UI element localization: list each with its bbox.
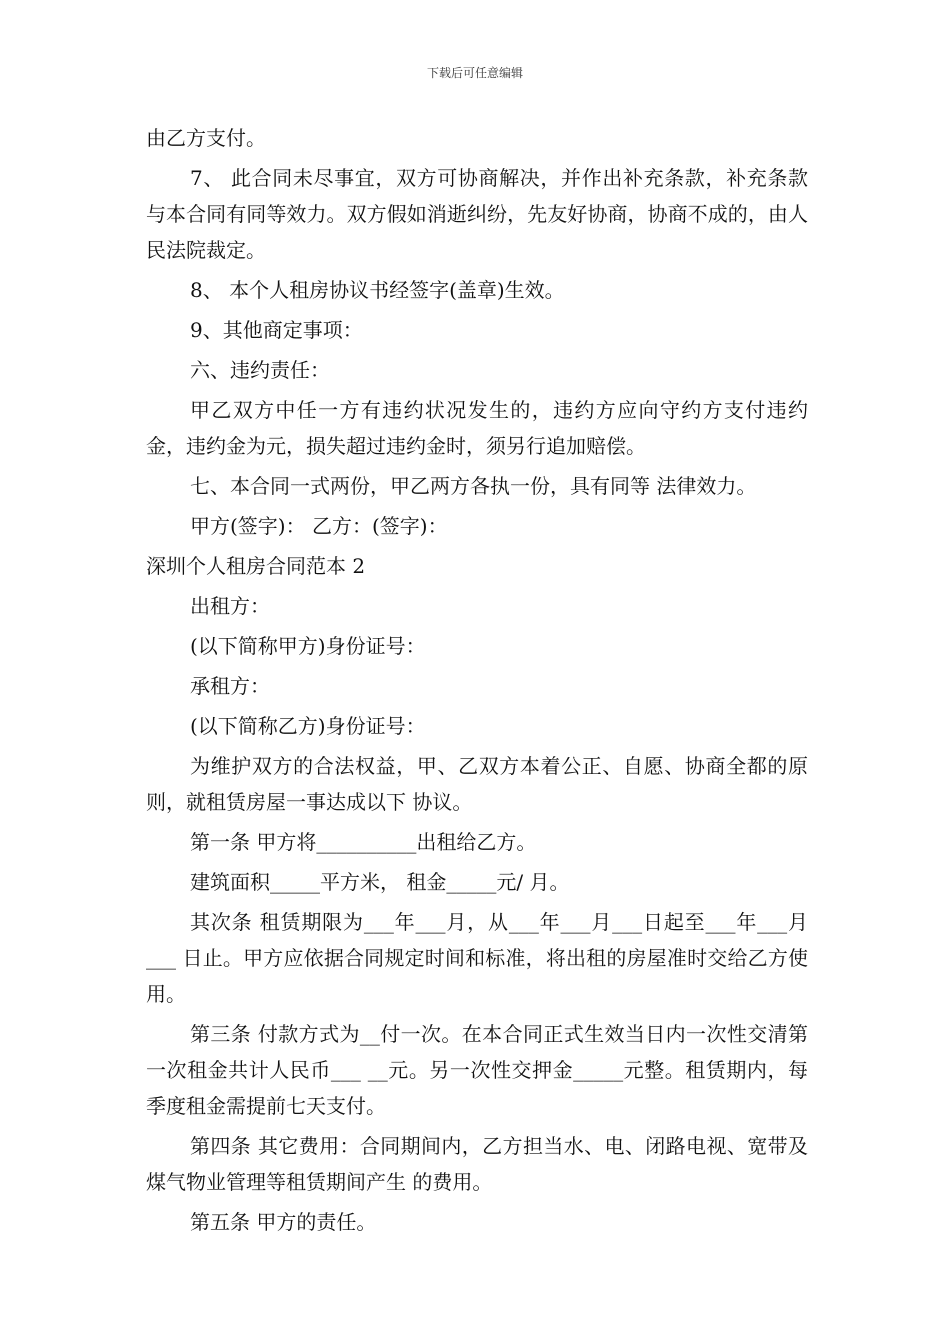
section-heading-breach: 六、违约责任：	[190, 358, 330, 382]
paragraph-2: 7、 此合同未尽事宜，双方可协商解决，并作出补充条款，补充条款与本合同有同等效力。双方假如消逝纠纷，先友好协商，协商不成的，由人民法院裁定。	[146, 166, 808, 262]
paragraph-6: 甲乙双方中任一方有违约状况发生的，违约方应向守约方支付违约金，违约金为元，损失超过违约金时，须另行追加赔偿。	[146, 398, 808, 458]
paragraph-4: 9、其他商定事项：	[190, 318, 363, 342]
signature-line: 甲方(签字)： 乙方：(签字)：	[190, 514, 448, 538]
lessor-id-label: (以下简称甲方)身份证号：	[190, 634, 426, 658]
paragraph-7: 七、本合同一式两份，甲乙两方各执一份，具有同等 法律效力。	[190, 474, 757, 498]
paragraph-1: 由乙方支付。	[146, 126, 266, 150]
contract-title: 深圳个人租房合同范本 2	[146, 554, 366, 578]
lessor-label: 出租方：	[190, 594, 270, 618]
article-1: 第一条 甲方将__________出租给乙方。	[190, 830, 537, 854]
article-5: 第五条 甲方的责任。	[190, 1210, 377, 1234]
article-4: 第四条 其它费用：合同期间内，乙方担当水、电、闭路电视、宽带及煤气物业管理等租赁期间产生 的费用。	[146, 1134, 808, 1194]
article-3: 第三条 付款方式为__付一次。在本合同正式生效当日内一次性交清第一次租金共计人民币___ __元。另一次性交押金_____元整。租赁期内，每季度租金需提前七天支付。	[146, 1022, 808, 1118]
preamble: 为维护双方的合法权益，甲、乙双方本着公正、自愿、协商全都的原则，就租赁房屋一事达成以下 协议。	[146, 754, 808, 814]
area-rent-line: 建筑面积_____平方米， 租金_____元/ 月。	[190, 870, 570, 894]
article-2: 其次条 租赁期限为___年___月，从___年___月___日起至___年___月___ 日止。甲方应依据合同规定时间和标准，将出租的房屋准时交给乙方使用。	[146, 910, 808, 1006]
paragraph-3: 8、 本个人租房协议书经签字(盖章)生效。	[190, 278, 565, 302]
lessee-label: 承租方：	[190, 674, 270, 698]
page-header: 下载后可任意编辑	[426, 66, 523, 80]
lessee-id-label: (以下简称乙方)身份证号：	[190, 714, 426, 738]
document-body	[146, 120, 808, 1244]
